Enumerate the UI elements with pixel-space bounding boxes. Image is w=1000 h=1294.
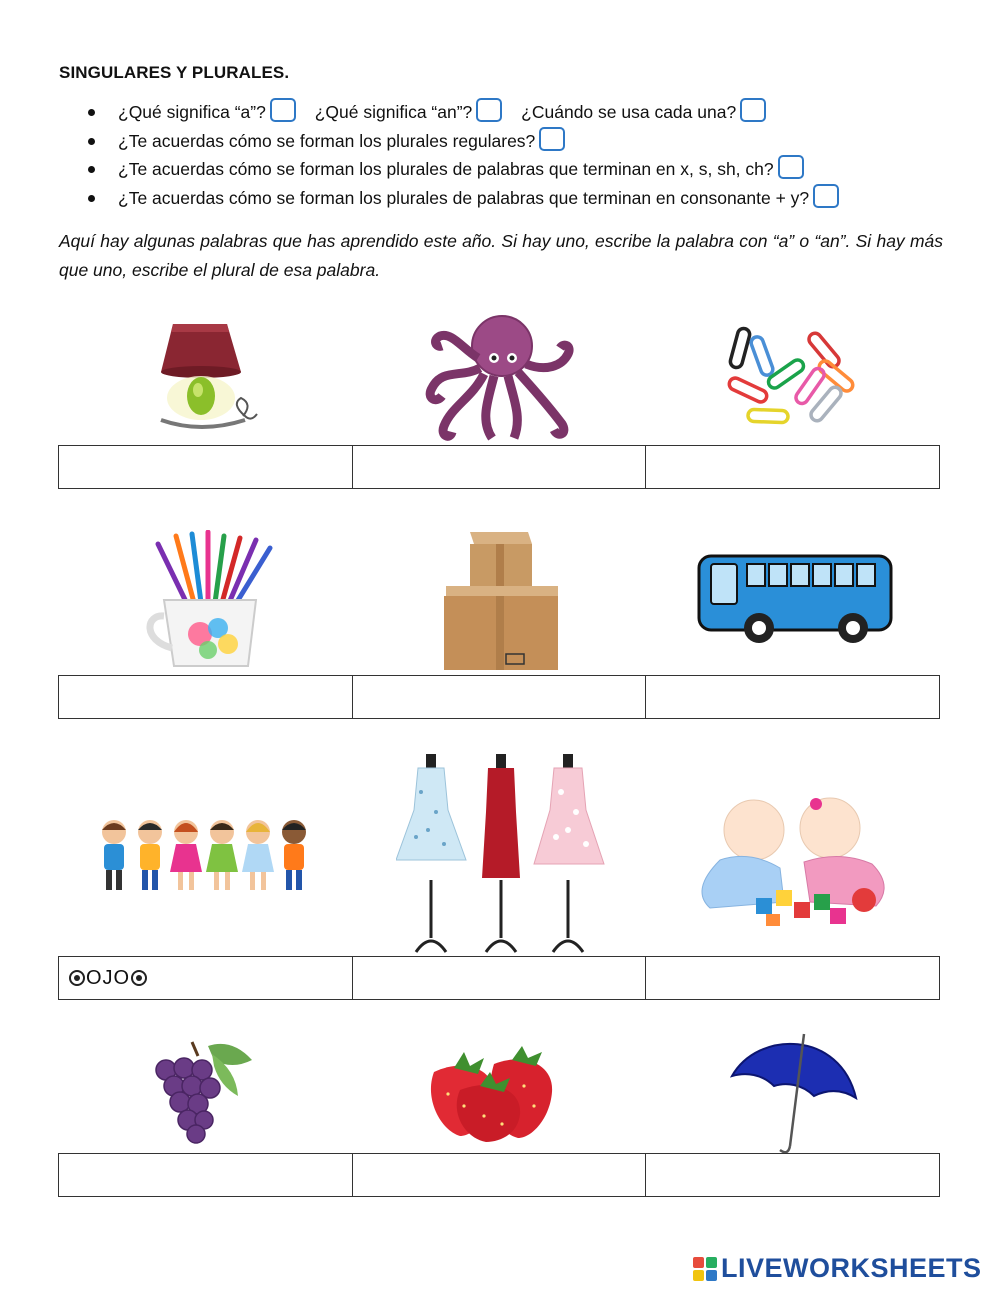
answer-field[interactable] xyxy=(646,1153,940,1197)
answer-checkbox[interactable] xyxy=(778,155,804,179)
ojo-text: OJO xyxy=(86,967,131,989)
question-text: ¿Te acuerdas cómo se forman los plurales de palabras que terminan en x, s, sh, ch? xyxy=(118,159,774,179)
bullet xyxy=(88,195,95,202)
answer-field[interactable] xyxy=(646,956,940,1000)
answer-checkbox[interactable] xyxy=(740,98,766,122)
paintbrushes-cup-icon xyxy=(140,530,278,670)
answer-checkbox[interactable] xyxy=(813,184,839,208)
answer-row xyxy=(58,445,940,489)
question-text: ¿Qué significa “a”? xyxy=(118,102,266,122)
question-text: ¿Qué significa “an”? xyxy=(314,102,473,122)
lamp-icon xyxy=(155,316,260,434)
eye-icon xyxy=(131,970,147,986)
answer-field[interactable] xyxy=(58,445,353,489)
answer-field[interactable] xyxy=(353,1153,647,1197)
strawberries-icon xyxy=(424,1046,576,1142)
answer-field[interactable] xyxy=(646,445,940,489)
answer-checkbox[interactable] xyxy=(270,98,296,122)
boxes-icon xyxy=(440,528,562,672)
logo-icon xyxy=(693,1257,717,1281)
paperclips-icon xyxy=(720,322,868,432)
answer-field[interactable] xyxy=(353,675,647,719)
bullet xyxy=(88,138,95,145)
answer-field[interactable] xyxy=(353,445,647,489)
grapes-icon xyxy=(152,1040,260,1144)
babies-icon xyxy=(680,790,906,926)
ojo-hint xyxy=(69,967,147,989)
answer-row xyxy=(58,675,940,719)
answer-field[interactable] xyxy=(58,1153,353,1197)
question-text: ¿Te acuerdas cómo se forman los plurales regulares? xyxy=(118,130,536,151)
umbrella-icon xyxy=(728,1032,860,1156)
bus-icon xyxy=(695,552,895,644)
answer-field[interactable] xyxy=(646,675,940,719)
dresses-icon xyxy=(396,752,606,954)
bullet xyxy=(88,166,95,173)
answer-field[interactable] xyxy=(353,956,647,1000)
answer-checkbox[interactable] xyxy=(539,127,565,151)
question-text: ¿Te acuerdas cómo se forman los plurales de palabras que terminan en consonante + y? xyxy=(118,187,810,208)
answer-field[interactable] xyxy=(58,956,353,1000)
octopus-icon xyxy=(422,308,577,446)
answer-field[interactable] xyxy=(58,675,353,719)
brand-name: LIVEWORKSHEETS xyxy=(721,1253,982,1283)
bullet xyxy=(88,109,95,116)
answer-row xyxy=(58,956,940,1000)
page-title: SINGULARES Y PLURALES. xyxy=(59,63,290,82)
answer-checkbox[interactable] xyxy=(476,98,502,122)
eye-icon xyxy=(69,970,85,986)
brand-logo xyxy=(693,1253,982,1284)
children-icon xyxy=(96,816,320,896)
question-text: ¿Cuándo se usa cada una? xyxy=(521,102,737,122)
answer-row xyxy=(58,1153,940,1197)
instructions: Aquí hay algunas palabras que has aprendido este año. Si hay uno, escribe la palabra con “a” o “an”. Si hay más que uno, escribe el plural de esa palabra. xyxy=(59,231,943,280)
